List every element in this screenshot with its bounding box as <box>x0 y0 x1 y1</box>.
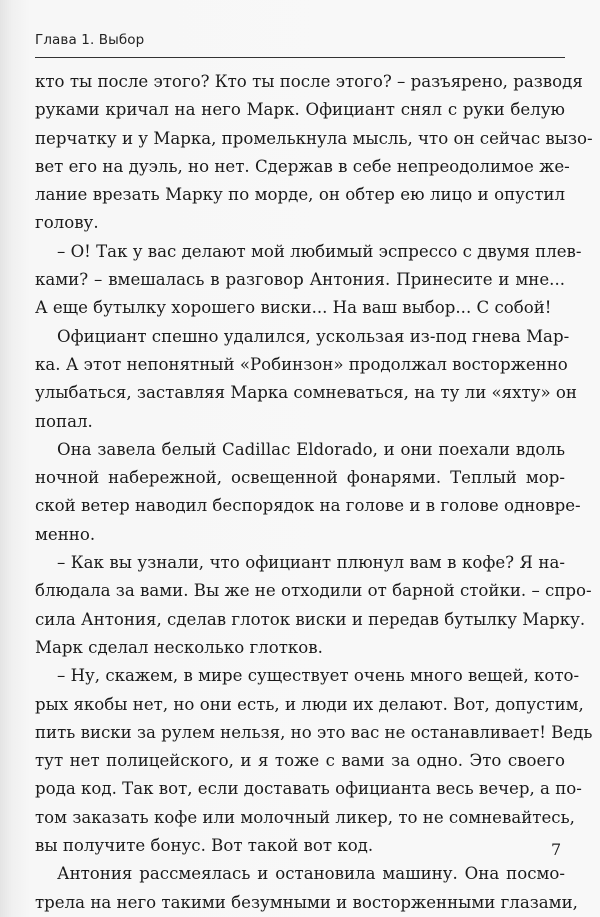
text-line: блюдала за вами. Вы же не отходили от барной стойки. – спро- <box>35 581 592 601</box>
text-line: перчатку и у Марка, промелькнула мысль, что он сейчас вызо- <box>35 128 593 148</box>
text-line: пить виски за рулем нельзя, но это вас не останавливает! Ведь <box>35 722 593 742</box>
running-head: Глава 1. Выбор <box>35 32 145 48</box>
text-line: ской ветер наводил беспорядок на голове и в голове одновре- <box>35 496 581 516</box>
text-line: менно. <box>35 524 96 544</box>
text-line: лание врезать Марку по морде, он обтер ею лицо и опустил <box>35 185 565 205</box>
text-line: – Ну, скажем, в мире существует очень много вещей, кото- <box>57 666 580 686</box>
text-line: ночной набережной, освещенной фонарями. Теплый мор- <box>35 468 565 488</box>
text-line: рода код. Так вот, если доставать официанта весь вечер, а по- <box>35 779 582 799</box>
text-line: сила Антония, сделав глоток виски и передав бутылку Марку. <box>35 609 586 629</box>
page-number: 7 <box>551 840 562 859</box>
text-line: вы получите бонус. Вот такой вот код. <box>35 836 374 856</box>
text-line: ками? – вмешалась в разговор Антония. Принесите и мне... <box>35 270 565 290</box>
text-line: ка. А этот непонятный «Робинзон» продолжал восторженно <box>35 354 568 374</box>
text-line: улыбаться, заставляя Марка сомневаться, на ту ли «яхту» он <box>35 383 577 403</box>
text-line: Официант спешно удалился, ускользая из-под гнева Мар- <box>57 326 570 346</box>
header-rule <box>35 57 565 58</box>
text-line: том заказать кофе или молочный ликер, то не сомневайтесь, <box>35 807 575 827</box>
text-line: руками кричал на него Марк. Официант снял с руки белую <box>35 100 565 120</box>
body-text <box>35 68 593 917</box>
text-line: вет его на дуэль, но нет. Сдержав в себе непреодолимое же- <box>35 156 570 176</box>
text-line: попал. <box>35 411 93 431</box>
text-line: голову. <box>35 213 99 233</box>
text-line: тут нет полицейского, и я тоже с вами за одно. Это своего <box>35 751 565 771</box>
text-line: кто ты после этого? Кто ты после этого? – разъярено, разводя <box>35 72 583 91</box>
text-line: Марк сделал несколько глотков. <box>35 637 323 657</box>
text-line: Она завела белый Cadillac Eldorado, и они поехали вдоль <box>57 439 565 459</box>
text-line: А еще бутылку хорошего виски... На ваш выбор... С собой! <box>35 298 552 318</box>
text-line: Антония рассмеялась и остановила машину. Она посмо- <box>57 864 565 884</box>
text-line: – О! Так у вас делают мой любимый эспрессо с двумя плев- <box>57 241 582 261</box>
text-line: трела на него такими безумными и восторженными глазами, <box>35 892 578 912</box>
text-line: рых якобы нет, но они есть, и люди их делают. Вот, допустим, <box>35 694 584 714</box>
text-line: – Как вы узнали, что официант плюнул вам в кофе? Я на- <box>57 553 565 573</box>
